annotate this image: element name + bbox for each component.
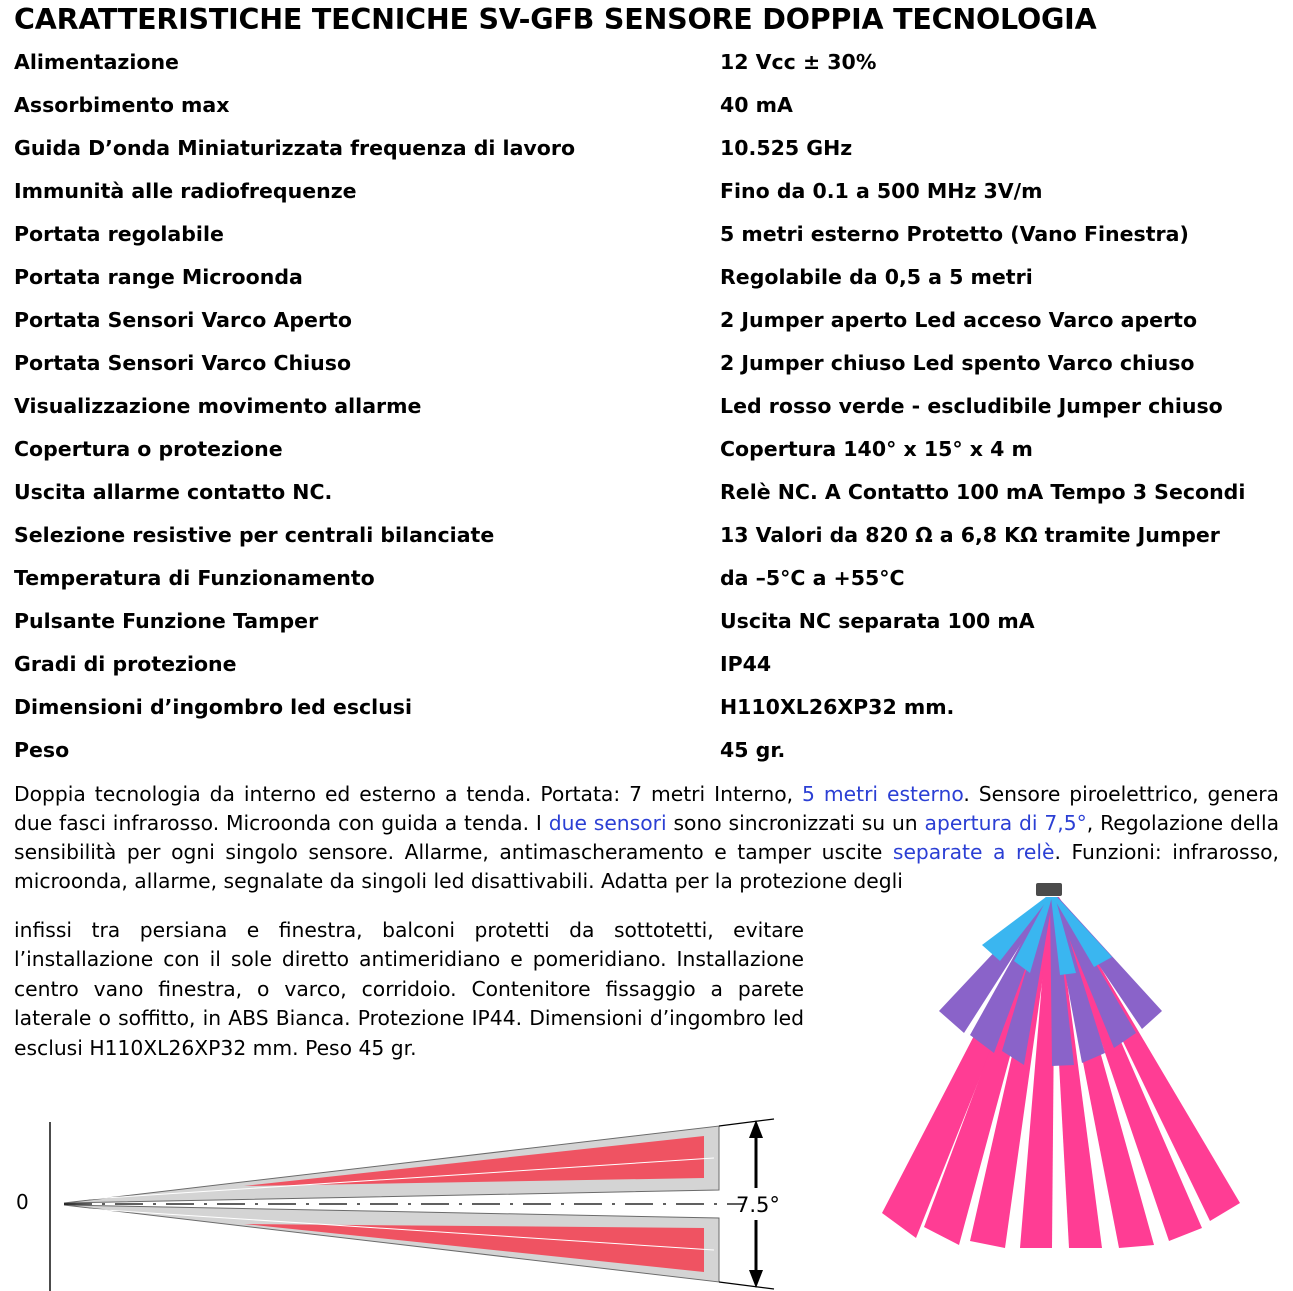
- beam-profile-svg: [14, 1116, 814, 1291]
- coverage-fan-svg: [824, 883, 1274, 1248]
- spec-value: Relè NC. A Contatto 100 mA Tempo 3 Secondi: [720, 480, 1246, 505]
- desc-highlight-shutter: persiana e finestra: [139, 917, 357, 942]
- spec-label: Portata Sensori Varco Chiuso: [14, 351, 352, 376]
- table-row: [14, 729, 1279, 772]
- spec-value: Fino da 0.1 a 500 MHz 3V/m: [720, 179, 1043, 204]
- spec-value: 45 gr.: [720, 738, 786, 763]
- spec-value: da –5°C a +55°C: [720, 566, 905, 591]
- table-row: [14, 127, 1279, 170]
- spec-label: Immunità alle radiofrequenze: [14, 179, 357, 204]
- spec-value: IP44: [720, 652, 772, 677]
- table-row: [14, 643, 1279, 686]
- table-row: [14, 557, 1279, 600]
- table-row: [14, 471, 1279, 514]
- table-row: [14, 514, 1279, 557]
- spec-label: Peso: [14, 738, 70, 763]
- spec-value: Copertura 140° x 15° x 4 m: [720, 437, 1033, 462]
- fan-device-head: [1036, 883, 1062, 896]
- spec-label: Alimentazione: [14, 50, 179, 75]
- spec-value: H110XL26XP32 mm.: [720, 695, 955, 720]
- spec-value: 2 Jumper chiuso Led spento Varco chiuso: [720, 351, 1195, 376]
- spec-label: Uscita allarme contatto NC.: [14, 480, 333, 505]
- upper-extension-line: [719, 1119, 774, 1126]
- upper-beam-red: [244, 1136, 704, 1186]
- spec-label: Gradi di protezione: [14, 652, 237, 677]
- desc-text: , Regolazione della sensibilità per ogni singolo sensore. Allarme, antimascheramento e tamper uscite: [14, 811, 1280, 864]
- spec-label: Guida D’onda Miniaturizzata frequenza di lavoro: [14, 136, 576, 161]
- table-row: [14, 385, 1279, 428]
- angle-dimension: [736, 1120, 780, 1288]
- spec-label: Selezione resistive per centrali bilanciate: [14, 523, 495, 548]
- spec-value: 2 Jumper aperto Led acceso Varco aperto: [720, 308, 1198, 333]
- origin-label: 0: [16, 1190, 29, 1215]
- desc-text: . Sensore piroelettrico, genera due fasci infrarosso. Microonda con guida a tenda. I: [14, 782, 1279, 836]
- specifications-table: [14, 41, 1279, 772]
- desc-text: infissi tra: [14, 917, 140, 942]
- desc-text: . Funzioni: infrarosso, microonda, allarme, segnalate da singoli led disattivabili. Adatta per la protezione degli: [14, 839, 1279, 893]
- description-paragraph-2: [14, 916, 804, 1063]
- table-row: [14, 213, 1279, 256]
- spec-value: 13 Valori da 820 Ω a 6,8 KΩ tramite Jumper: [720, 523, 1220, 548]
- coverage-fan-figure: [824, 883, 1274, 1248]
- spec-label: Assorbimento max: [14, 93, 230, 118]
- page-title: CARATTERISTICHE TECNICHE SV-GFB SENSORE DOPPIA TECNOLOGIA: [14, 3, 1097, 36]
- spec-label: Portata Sensori Varco Aperto: [14, 308, 352, 333]
- spec-value: 10.525 GHz: [720, 136, 853, 161]
- table-row: [14, 84, 1279, 127]
- spec-label: Portata range Microonda: [14, 265, 303, 290]
- desc-highlight-range: 5 metri esterno: [802, 782, 964, 807]
- beam-profile-figure: [14, 1116, 814, 1291]
- desc-highlight-aperture: apertura di 7,5°: [924, 811, 1087, 836]
- spec-label: Visualizzazione movimento allarme: [14, 394, 422, 419]
- spec-label: Temperatura di Funzionamento: [14, 566, 375, 591]
- table-row: [14, 600, 1279, 643]
- spec-value: Led rosso verde - escludibile Jumper chiuso: [720, 394, 1223, 419]
- figures-area: [14, 1083, 1279, 1283]
- table-row: [14, 41, 1279, 84]
- table-row: [14, 342, 1279, 385]
- spec-label: Portata regolabile: [14, 222, 224, 247]
- desc-highlight-sensors: due sensori: [548, 811, 667, 836]
- angle-label: 7.5°: [736, 1193, 780, 1218]
- bottom-section: [14, 916, 1279, 1283]
- spec-label: Pulsante Funzione Tamper: [14, 609, 319, 634]
- datasheet-page: [0, 4, 1293, 1289]
- table-row: [14, 428, 1279, 471]
- spec-label: Dimensioni d’ingombro led esclusi: [14, 695, 413, 720]
- lower-extension-line: [719, 1282, 774, 1289]
- table-row: [14, 299, 1279, 342]
- spec-value: 12 Vcc ± 30%: [720, 50, 877, 75]
- description-paragraph-1: [14, 780, 1279, 895]
- spec-value: 40 mA: [720, 93, 793, 118]
- desc-text: sono sincronizzati su un: [666, 811, 925, 836]
- spec-value: Uscita NC separata 100 mA: [720, 609, 1035, 634]
- desc-text: , balconi protetti da sottotetti, evitare l’installazione con il sole diretto antimeridiano e pomeridiano. Installazione centro vano finestra, o varco, corridoio. Contenitore fissaggio a parete laterale o soffitto, in ABS Bianca. Protezione IP44. Dimensioni d’ingombro led esclusi H110XL26XP32 mm. Peso 45 gr.: [14, 917, 804, 1060]
- table-row: [14, 170, 1279, 213]
- desc-text: Doppia tecnologia da interno ed esterno a tenda. Portata: 7 metri Interno,: [14, 782, 803, 807]
- specifications-body: [14, 41, 1279, 772]
- table-row: [14, 256, 1279, 299]
- table-row: [14, 686, 1279, 729]
- spec-value: 5 metri esterno Protetto (Vano Finestra): [720, 222, 1189, 247]
- spec-label: Copertura o protezione: [14, 437, 283, 462]
- desc-highlight-relay: separate a relè: [892, 839, 1055, 864]
- spec-value: Regolabile da 0,5 a 5 metri: [720, 265, 1033, 290]
